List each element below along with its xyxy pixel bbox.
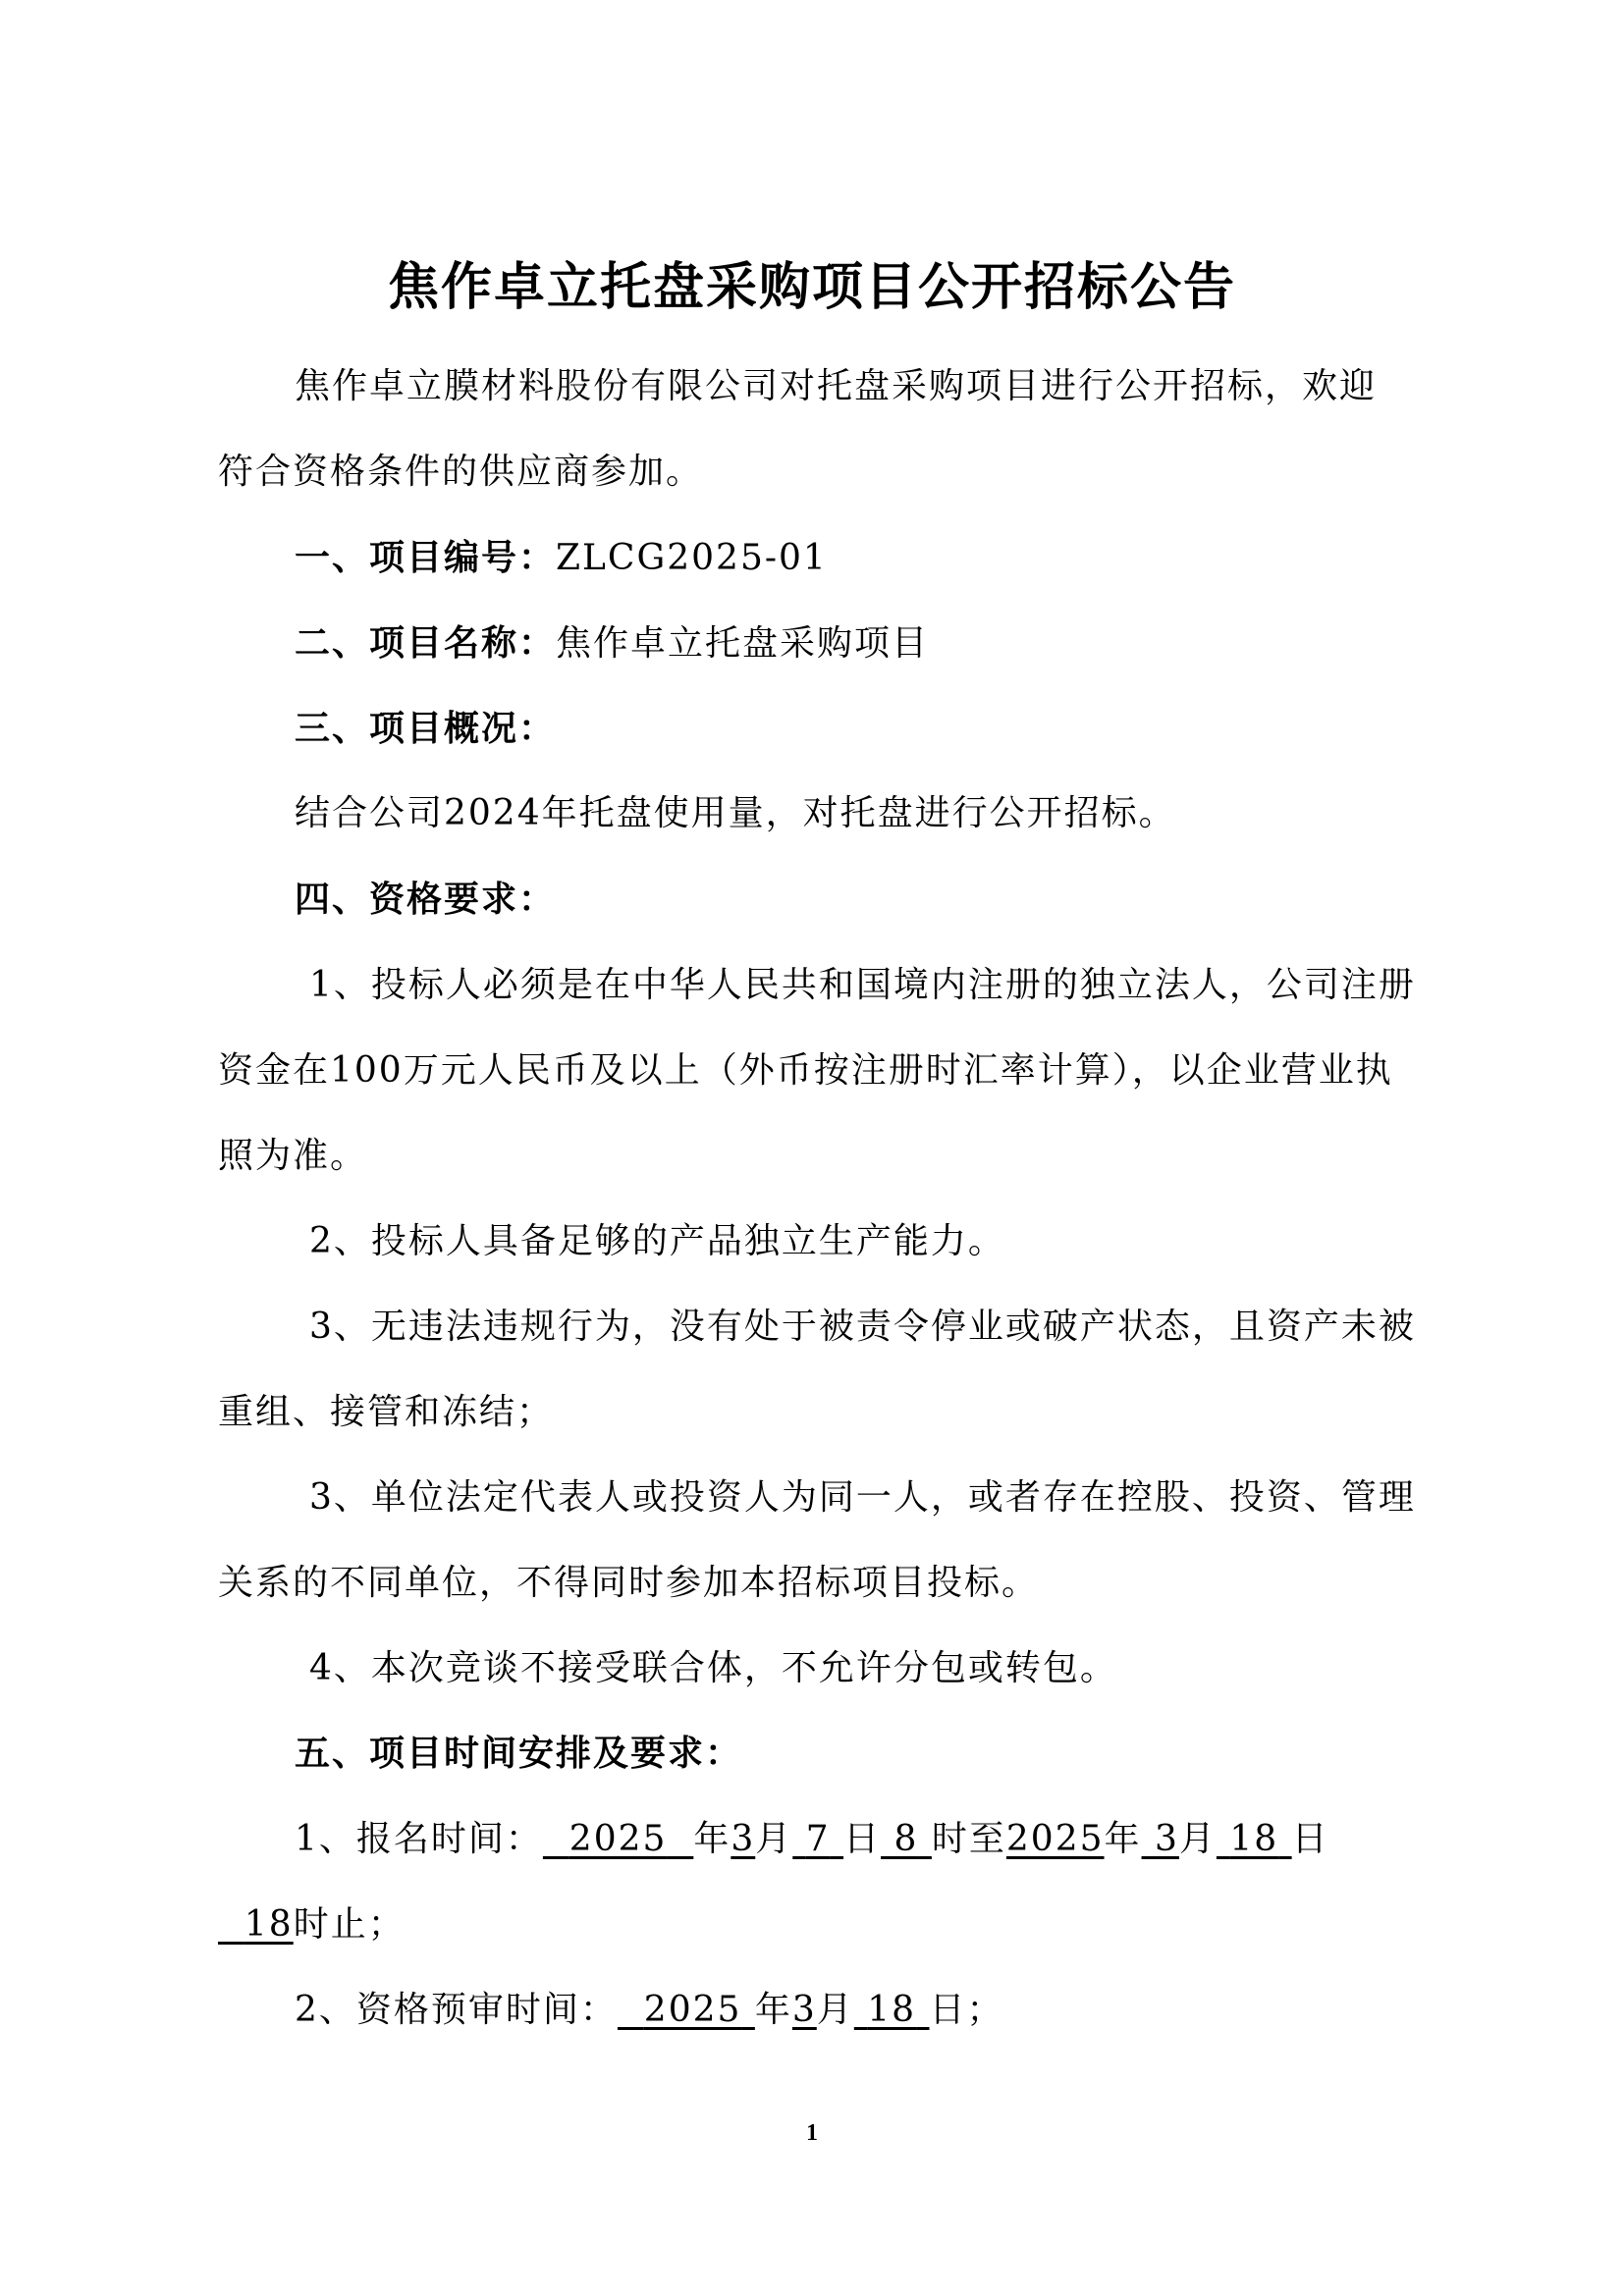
qualification-item-4-line-2: 关系的不同单位，不得同时参加本招标项目投标。 xyxy=(218,1563,1040,1603)
registration-start-month: 3 xyxy=(731,1819,756,1859)
project-name-value: 焦作卓立托盘采购项目 xyxy=(556,623,930,664)
day-label: 日 xyxy=(1291,1819,1329,1859)
hour-to-label: 时至 xyxy=(931,1819,1006,1859)
qualification-item-2: 2、投标人具备足够的产品独立生产能力。 xyxy=(309,1221,1005,1261)
prequal-time-line xyxy=(295,1982,1004,2032)
registration-start-year: 2025 xyxy=(568,1819,668,1859)
project-overview-body: 结合公司2024年托盘使用量，对托盘进行公开招标。 xyxy=(295,793,1176,833)
project-name-heading: 二、项目名称： xyxy=(295,623,557,664)
page-title: 焦作卓立托盘采购项目公开招标公告 xyxy=(387,258,1236,317)
qualification-item-5: 4、本次竞谈不接受联合体，不允许分包或转包。 xyxy=(309,1648,1117,1688)
registration-end-hour: 18 xyxy=(244,1904,294,1945)
month-label: 月 xyxy=(755,1819,793,1859)
qualification-item-1-line-1: 1、投标人必须是在中华人民共和国境内注册的独立法人，公司注册 xyxy=(309,965,1416,1005)
project-number-line xyxy=(295,530,828,580)
qualification-item-4-line-1: 3、单位法定代表人或投资人为同一人，或者存在控股、投资、管理 xyxy=(309,1477,1416,1518)
qualification-heading: 四、资格要求： xyxy=(295,880,557,920)
month-label: 月 xyxy=(1178,1819,1217,1859)
registration-time-line xyxy=(295,1811,1329,1861)
day-label: 日； xyxy=(929,1990,1004,2030)
end-label: 时止； xyxy=(293,1904,406,1945)
page-number: 1 xyxy=(806,2120,818,2146)
project-overview-heading: 三、项目概况： xyxy=(295,709,557,749)
year-label: 年 xyxy=(754,1990,792,2030)
registration-start-hour: 8 xyxy=(893,1819,919,1859)
year-label: 年 xyxy=(693,1819,731,1859)
registration-end-day: 18 xyxy=(1229,1819,1279,1859)
prequal-month: 3 xyxy=(791,1990,817,2030)
intro-line-1: 焦作卓立膜材料股份有限公司对托盘采购项目进行公开招标，欢迎 xyxy=(295,366,1378,406)
prequal-day: 18 xyxy=(867,1990,917,2030)
prequal-label: 2、资格预审时间： xyxy=(295,1990,618,2030)
qualification-item-1-line-3: 照为准。 xyxy=(218,1136,368,1176)
month-label: 月 xyxy=(816,1990,854,2030)
day-label: 日 xyxy=(843,1819,882,1859)
qualification-item-1-line-2: 资金在100万元人民币及以上（外币按注册时汇率计算），以企业营业执 xyxy=(218,1050,1393,1091)
intro-line-2: 符合资格条件的供应商参加。 xyxy=(218,452,704,492)
schedule-heading: 五、项目时间安排及要求： xyxy=(295,1734,743,1774)
registration-time-line-2 xyxy=(218,1896,406,1947)
project-number-heading: 一、项目编号： xyxy=(295,538,557,578)
registration-end-year: 2025 xyxy=(1005,1819,1105,1859)
prequal-year: 2025 xyxy=(643,1990,742,2030)
registration-end-month: 3 xyxy=(1155,1819,1179,1859)
year-label: 年 xyxy=(1104,1819,1142,1859)
project-number-value: ZLCG2025-01 xyxy=(556,538,828,578)
qualification-item-3-line-1: 3、无违法违规行为，没有处于被责令停业或破产状态，且资产未被 xyxy=(309,1307,1416,1347)
registration-start-day: 7 xyxy=(805,1819,831,1859)
qualification-item-3-line-2: 重组、接管和冻结； xyxy=(218,1392,555,1432)
project-name-line xyxy=(295,615,929,666)
registration-label: 1、报名时间： xyxy=(295,1819,543,1859)
